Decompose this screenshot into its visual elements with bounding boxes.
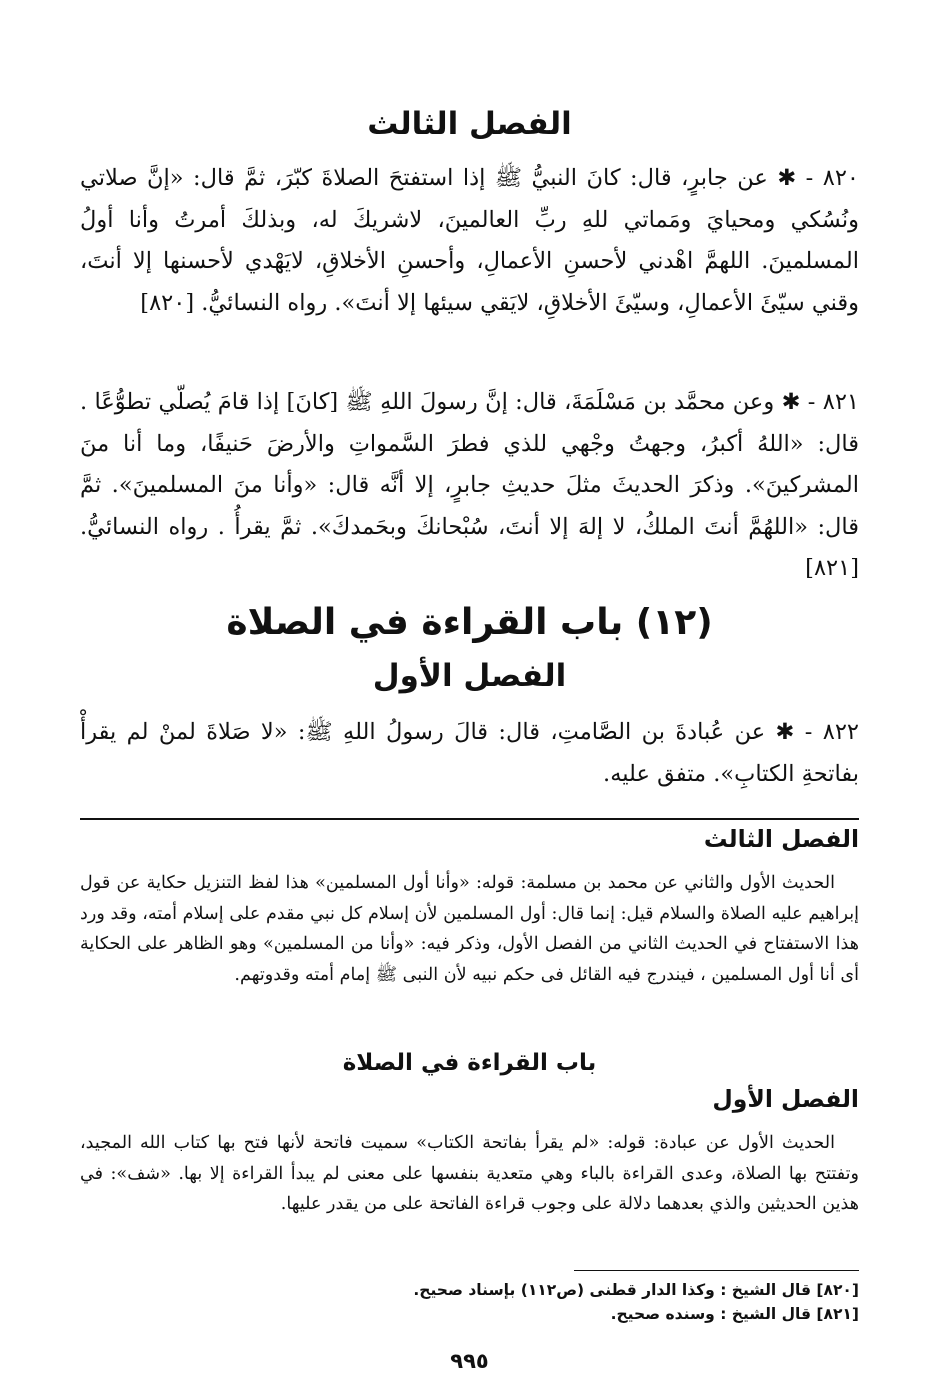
footnote-820: [٨٢٠] قال الشيخ : وكذا الدار قطنى (ص١١٢) بإسناد صحيح. (413, 1281, 859, 1299)
hadith-822 (80, 712, 859, 795)
footnotes (80, 1278, 859, 1326)
hadith-822-body (80, 712, 859, 795)
hadith-820-number: ٨٢٠ - ✱ (777, 165, 860, 191)
page-number: ٩٩٥ (450, 1349, 489, 1373)
hadith-820-body (80, 158, 859, 324)
hadith-821-text: وعن محمَّد بن مَسْلَمَةَ، قال: إنَّ رسولَ اللهِ ﷺ [كانَ] إذا قامَ يُصلّي تطوُّعًا . قال: «اللهُ أكبرُ، وجهتُ وجْهي للذي فطرَ السَّمواتِ والأرضَ حَنيفًا، وما أنا منَ المشركينَ». وذكرَ الحديثَ مثلَ حديثِ جابرٍ، إلا أنَّه قال: «وأنا منَ المسلمينَ». ثمَّ قال: «اللهُمَّ أنتَ الملكُ، لا إلهَ إلا أنتَ، سُبْحانكَ وبحَمدكَ». ثمَّ يقرأُ . رواه النسائيُّ. (80, 389, 859, 540)
commentary-paragraph-2 (80, 1128, 859, 1220)
commentary-divider (80, 818, 859, 820)
commentary-heading-first: الفصل الأول (712, 1085, 859, 1113)
footnote-divider (574, 1270, 859, 1271)
commentary-heading-third: الفصل الثالث (703, 825, 859, 853)
commentary-paragraph-1 (80, 868, 859, 991)
hadith-821 (80, 382, 859, 590)
hadith-822-number: ٨٢٢ - ✱ (775, 719, 859, 745)
section-title-first: الفصل الأول (372, 658, 567, 694)
commentary-text-2: الحديث الأول عن عبادة: قوله: «لم يقرأ بفاتحة الكتاب» سميت فاتحة لأنها فتح بها كتاب الله المجيد، وتفتتح بها الصلاة، وعدى القراءة بالباء وهي متعدية بنفسها على معنى لم يبدأ القراءة إلا بها. «شف»: في هذين الحديثين والذي بعدهما دلالة على وجوب قراءة الفاتحة على من يقدر عليها. (80, 1133, 859, 1215)
section-title-third: الفصل الثالث (367, 106, 572, 142)
hadith-821-number: ٨٢١ - ✱ (781, 389, 859, 415)
hadith-820-ref: [٨٢٠] (140, 289, 195, 316)
footnote-821: [٨٢١] قال الشيخ : وسنده صحيح. (610, 1305, 859, 1323)
book-page (80, 0, 859, 1385)
commentary-chapter-heading: باب القراءة في الصلاة (342, 1050, 597, 1076)
hadith-820 (80, 158, 859, 324)
commentary-text-1: الحديث الأول والثاني عن محمد بن مسلمة: قوله: «وأنا أول المسلمين» هذا لفظ التنزيل حكاية عن قول إبراهيم عليه الصلاة والسلام قيل: إنما قال: أول المسلمين لأن إسلام كل نبي مقدم على إسلام أمته، وقد ورد هذا الاستفتاح في الحديث الثاني من الفصل الأول، وذكر فيه: «وأنا من المسلمين» وهو الظاهر على الحكاية أى أنا أول المسلمين ، فيندرج فيه القائل فى حكم نبيه لأن النبى ﷺ إمام أمته وقدوتهم. (80, 873, 859, 986)
chapter-title: (١٢) باب القراءة في الصلاة (226, 602, 713, 643)
hadith-821-ref: [٨٢١] (805, 555, 859, 581)
hadith-821-body (80, 382, 859, 590)
hadith-820-text: عن جابرٍ، قال: كانَ النبيُّ ﷺ إذا استفتحَ الصلاةَ كبّرَ، ثمَّ قال: «إنَّ صلاتي ونُسُكي ومحيايَ ومَماتي للهِ ربِّ العالمينَ، لاشريكَ له، وبذلكَ أمرتُ وأنا أولُ المسلمينَ. اللهمَّ اهْدني لأحسنِ الأعمالِ، وأحسنِ الأخلاقِ، لايَهْدي لأحسنها إلا أنتَ، وقني سيّئَ الأعمالِ، وسيّئَ الأخلاقِ، لايَقي سيئها إلا أنتَ». رواه النسائيُّ. (80, 165, 859, 316)
hadith-822-text: عن عُبادةَ بن الصَّامتِ، قال: قالَ رسولُ اللهِ ﷺ: «لا صَلاةَ لمنْ لم يقرأْ بفاتحةِ الكتابِ». متفق عليه. (80, 719, 859, 787)
